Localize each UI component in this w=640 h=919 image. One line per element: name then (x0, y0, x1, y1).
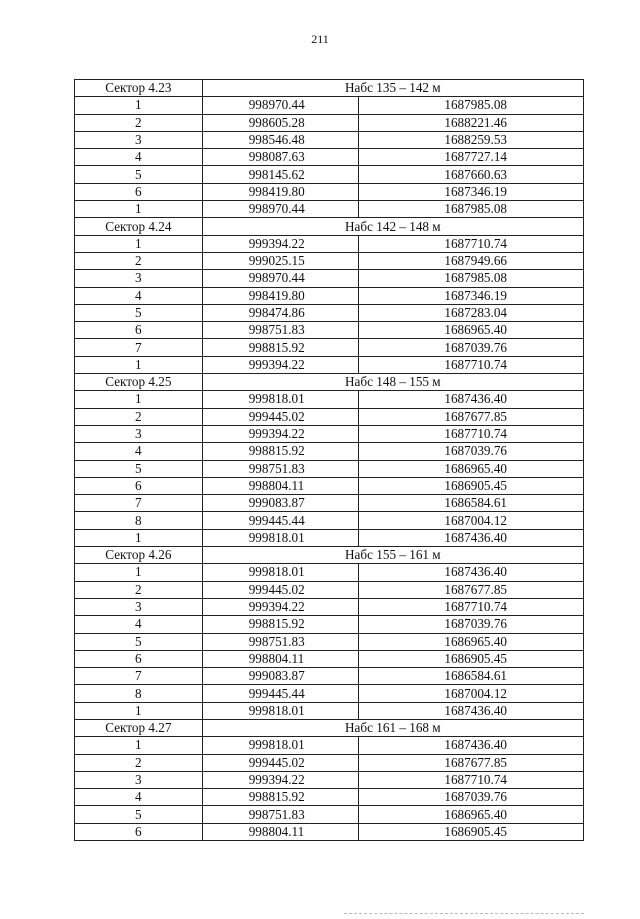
table-row (75, 789, 584, 806)
table-row (75, 304, 584, 321)
y-coordinate: 1687677.85 (359, 581, 584, 598)
table-row (75, 633, 584, 650)
y-coordinate: 1687436.40 (359, 737, 584, 754)
point-number: 8 (75, 512, 203, 529)
table-row (75, 754, 584, 771)
y-coordinate: 1687346.19 (359, 183, 584, 200)
x-coordinate: 998546.48 (202, 131, 359, 148)
point-number: 1 (75, 201, 203, 218)
y-coordinate: 1687985.08 (359, 97, 584, 114)
x-coordinate: 998145.62 (202, 166, 359, 183)
y-coordinate: 1687677.85 (359, 754, 584, 771)
y-coordinate: 1687949.66 (359, 252, 584, 269)
point-number: 5 (75, 806, 203, 823)
point-number: 6 (75, 322, 203, 339)
y-coordinate: 1687660.63 (359, 166, 584, 183)
point-number: 5 (75, 166, 203, 183)
point-number: 1 (75, 564, 203, 581)
y-coordinate: 1687710.74 (359, 598, 584, 615)
x-coordinate: 998087.63 (202, 149, 359, 166)
table-row (75, 270, 584, 287)
x-coordinate: 998419.80 (202, 287, 359, 304)
x-coordinate: 999394.22 (202, 598, 359, 615)
x-coordinate: 998815.92 (202, 789, 359, 806)
y-coordinate: 1687436.40 (359, 529, 584, 546)
y-coordinate: 1688259.53 (359, 131, 584, 148)
y-coordinate: 1687039.76 (359, 616, 584, 633)
x-coordinate: 999394.22 (202, 356, 359, 373)
sector-name: Сектор 4.27 (75, 719, 203, 736)
x-coordinate: 999083.87 (202, 495, 359, 512)
sector-header-row (75, 374, 584, 391)
sector-height-range: Набс 148 – 155 м (202, 374, 583, 391)
x-coordinate: 998815.92 (202, 339, 359, 356)
point-number: 5 (75, 304, 203, 321)
scan-edge-line (344, 913, 584, 914)
x-coordinate: 999394.22 (202, 771, 359, 788)
point-number: 3 (75, 131, 203, 148)
y-coordinate: 1687436.40 (359, 564, 584, 581)
point-number: 1 (75, 391, 203, 408)
sector-header-row (75, 547, 584, 564)
point-number: 4 (75, 616, 203, 633)
table-row (75, 650, 584, 667)
x-coordinate: 998815.92 (202, 443, 359, 460)
point-number: 4 (75, 149, 203, 166)
y-coordinate: 1687436.40 (359, 391, 584, 408)
point-number: 7 (75, 339, 203, 356)
table-row (75, 183, 584, 200)
table-row (75, 616, 584, 633)
table-row (75, 771, 584, 788)
point-number: 5 (75, 633, 203, 650)
point-number: 1 (75, 97, 203, 114)
y-coordinate: 1687710.74 (359, 356, 584, 373)
y-coordinate: 1687039.76 (359, 443, 584, 460)
x-coordinate: 999818.01 (202, 529, 359, 546)
point-number: 2 (75, 252, 203, 269)
x-coordinate: 999818.01 (202, 564, 359, 581)
table-row (75, 598, 584, 615)
y-coordinate: 1687039.76 (359, 339, 584, 356)
sector-height-range: Набс 142 – 148 м (202, 218, 583, 235)
y-coordinate: 1687710.74 (359, 425, 584, 442)
table-row (75, 235, 584, 252)
table-row (75, 495, 584, 512)
table-row (75, 443, 584, 460)
table-row (75, 425, 584, 442)
sector-name: Сектор 4.23 (75, 80, 203, 97)
y-coordinate: 1686584.61 (359, 668, 584, 685)
table-row (75, 252, 584, 269)
y-coordinate: 1687985.08 (359, 201, 584, 218)
point-number: 6 (75, 183, 203, 200)
coordinates-table (74, 79, 584, 841)
y-coordinate: 1687710.74 (359, 235, 584, 252)
sector-height-range: Набс 135 – 142 м (202, 80, 583, 97)
y-coordinate: 1687004.12 (359, 685, 584, 702)
table-row (75, 477, 584, 494)
sector-height-range: Набс 155 – 161 м (202, 547, 583, 564)
y-coordinate: 1686965.40 (359, 806, 584, 823)
x-coordinate: 999445.44 (202, 685, 359, 702)
x-coordinate: 998804.11 (202, 477, 359, 494)
x-coordinate: 999445.02 (202, 408, 359, 425)
y-coordinate: 1686965.40 (359, 322, 584, 339)
table-row (75, 287, 584, 304)
table-row (75, 149, 584, 166)
table-row (75, 408, 584, 425)
y-coordinate: 1687346.19 (359, 287, 584, 304)
sector-name: Сектор 4.26 (75, 547, 203, 564)
point-number: 7 (75, 495, 203, 512)
point-number: 1 (75, 529, 203, 546)
sector-header-row (75, 218, 584, 235)
point-number: 4 (75, 789, 203, 806)
table-row (75, 114, 584, 131)
y-coordinate: 1686905.45 (359, 823, 584, 840)
point-number: 4 (75, 287, 203, 304)
point-number: 3 (75, 598, 203, 615)
x-coordinate: 998970.44 (202, 270, 359, 287)
table-row (75, 823, 584, 840)
y-coordinate: 1686584.61 (359, 495, 584, 512)
y-coordinate: 1687283.04 (359, 304, 584, 321)
x-coordinate: 998751.83 (202, 633, 359, 650)
x-coordinate: 999445.02 (202, 754, 359, 771)
table-row (75, 131, 584, 148)
point-number: 8 (75, 685, 203, 702)
sector-header-row (75, 80, 584, 97)
point-number: 2 (75, 581, 203, 598)
x-coordinate: 998751.83 (202, 460, 359, 477)
x-coordinate: 998605.28 (202, 114, 359, 131)
x-coordinate: 999445.44 (202, 512, 359, 529)
point-number: 6 (75, 823, 203, 840)
x-coordinate: 999394.22 (202, 425, 359, 442)
y-coordinate: 1686965.40 (359, 633, 584, 650)
table-row (75, 339, 584, 356)
y-coordinate: 1687436.40 (359, 702, 584, 719)
y-coordinate: 1688221.46 (359, 114, 584, 131)
table-row (75, 737, 584, 754)
y-coordinate: 1686905.45 (359, 650, 584, 667)
table-row (75, 806, 584, 823)
table-row (75, 391, 584, 408)
table-row (75, 322, 584, 339)
x-coordinate: 998474.86 (202, 304, 359, 321)
point-number: 5 (75, 460, 203, 477)
x-coordinate: 999818.01 (202, 391, 359, 408)
point-number: 7 (75, 668, 203, 685)
x-coordinate: 998751.83 (202, 322, 359, 339)
sector-header-row (75, 719, 584, 736)
sector-height-range: Набс 161 – 168 м (202, 719, 583, 736)
y-coordinate: 1687727.14 (359, 149, 584, 166)
y-coordinate: 1686905.45 (359, 477, 584, 494)
table-row (75, 356, 584, 373)
table-row (75, 668, 584, 685)
x-coordinate: 998751.83 (202, 806, 359, 823)
y-coordinate: 1687039.76 (359, 789, 584, 806)
y-coordinate: 1687677.85 (359, 408, 584, 425)
coordinates-table-body (75, 80, 584, 841)
x-coordinate: 998970.44 (202, 201, 359, 218)
y-coordinate: 1687985.08 (359, 270, 584, 287)
x-coordinate: 998970.44 (202, 97, 359, 114)
x-coordinate: 999818.01 (202, 702, 359, 719)
table-row (75, 581, 584, 598)
point-number: 1 (75, 356, 203, 373)
x-coordinate: 998419.80 (202, 183, 359, 200)
y-coordinate: 1687710.74 (359, 771, 584, 788)
page-number: 211 (311, 32, 329, 46)
y-coordinate: 1687004.12 (359, 512, 584, 529)
sector-name: Сектор 4.24 (75, 218, 203, 235)
x-coordinate: 999083.87 (202, 668, 359, 685)
point-number: 4 (75, 443, 203, 460)
x-coordinate: 999818.01 (202, 737, 359, 754)
x-coordinate: 999394.22 (202, 235, 359, 252)
table-row (75, 97, 584, 114)
table-row (75, 529, 584, 546)
point-number: 2 (75, 114, 203, 131)
point-number: 6 (75, 650, 203, 667)
x-coordinate: 999445.02 (202, 581, 359, 598)
y-coordinate: 1686965.40 (359, 460, 584, 477)
table-row (75, 166, 584, 183)
point-number: 3 (75, 425, 203, 442)
table-row (75, 460, 584, 477)
point-number: 1 (75, 235, 203, 252)
point-number: 1 (75, 702, 203, 719)
point-number: 2 (75, 408, 203, 425)
x-coordinate: 998804.11 (202, 823, 359, 840)
table-row (75, 512, 584, 529)
table-row (75, 201, 584, 218)
x-coordinate: 998804.11 (202, 650, 359, 667)
point-number: 3 (75, 270, 203, 287)
table-row (75, 564, 584, 581)
table-row (75, 685, 584, 702)
table-row (75, 702, 584, 719)
x-coordinate: 999025.15 (202, 252, 359, 269)
point-number: 3 (75, 771, 203, 788)
point-number: 6 (75, 477, 203, 494)
point-number: 1 (75, 737, 203, 754)
point-number: 2 (75, 754, 203, 771)
sector-name: Сектор 4.25 (75, 374, 203, 391)
x-coordinate: 998815.92 (202, 616, 359, 633)
